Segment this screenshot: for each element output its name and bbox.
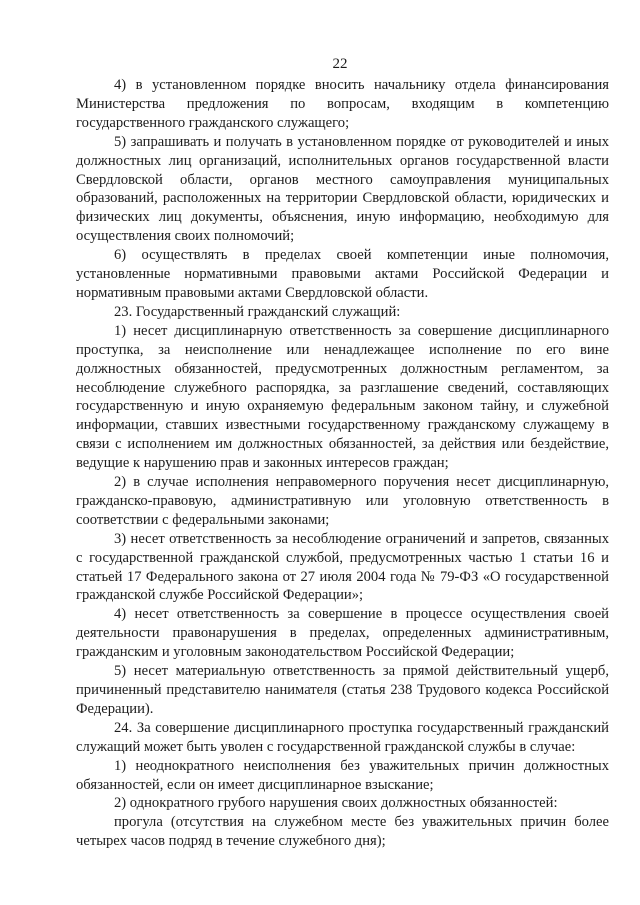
page-number: 22	[332, 56, 348, 72]
paragraph-item-4-submit-proposals: 4) в установленном порядке вносить начальнику отдела финансирования Министерства предложения по вопросам, входящим в компетенцию государственного гражданского служащего;	[76, 77, 609, 131]
paragraph-item-6-other-powers: 6) осуществлять в пределах своей компетенции иные полномочия, установленные нормативными правовыми актами Российской Федерации и нормативным правовыми актами Свердловской области.	[76, 247, 609, 301]
paragraph-24-item-2-gross-violation: 2) однократного грубого нарушения своих должностных обязанностей:	[114, 795, 558, 812]
paragraph-23-item-4-offenses: 4) несет ответственность за совершение в процессе осуществления своей деятельности правонарушения в пределах, определенных административным, гражданским и уголовным законодательством Российской Федерации;	[76, 606, 609, 661]
paragraph-item-5-request-documents: 5) запрашивать и получать в установленном порядке от руководителей и иных должностных лиц организаций, исполнительных органов государственной власти Свердловской области, органов местного самоуправления муниципальных образований, расположенных на территории Свердловской области, юридических и физических лиц документы, объяснения, иную информацию, необходимую для осуществления своих полномочий;	[76, 133, 609, 245]
paragraph-section-23-heading: 23. Государственный гражданский служащий:	[114, 303, 401, 320]
paragraph-23-item-3-restrictions: 3) несет ответственность за несоблюдение ограничений и запретов, связанных с государственной гражданской службой, предусмотренных частью 1 статьи 16 и статьей 17 Федерального закона от 27 июля 2004 года № 79-ФЗ «О государственной гражданской службе Российской Федерации»;	[76, 530, 609, 604]
paragraph-24-item-1-repeated-failure: 1) неоднократного неисполнения без уважительных причин должностных обязанностей, если он имеет дисциплинарное взыскание;	[76, 757, 609, 793]
paragraph-section-24-dismissal: 24. За совершение дисциплинарного проступка государственный гражданский служащий может быть уволен с государственной гражданской службы в случае:	[76, 719, 609, 755]
document-body	[76, 76, 609, 851]
paragraph-23-item-1-disciplinary-liability: 1) несет дисциплинарную ответственность за совершение дисциплинарного проступка, за неисполнение или ненадлежащее исполнение по его вине должностных обязанностей, предусмотренных должностным регламентом, за несоблюдение служебного распорядка, за разглашение сведений, составляющих государственную и иную охраняемую федеральным законом тайну, и служебной информации, ставших известными государственному гражданскому служащему в связи с исполнением им должностных обязанностей, за действия или бездействие, ведущие к нарушению прав и законных интересов граждан;	[76, 322, 609, 472]
paragraph-23-item-5-material-liability: 5) несет материальную ответственность за прямой действительный ущерб, причиненный представителю нанимателя (статья 238 Трудового кодекса Российской Федерации).	[76, 663, 609, 717]
paragraph-24-absence: прогула (отсутствия на служебном месте без уважительных причин более четырех часов подряд в течение служебного дня);	[76, 814, 609, 850]
paragraph-23-item-2-unlawful-order: 2) в случае исполнения неправомерного поручения несет дисциплинарную, гражданско-правовую, административную или уголовную ответственность в соответствии с федеральными законами;	[76, 474, 609, 528]
